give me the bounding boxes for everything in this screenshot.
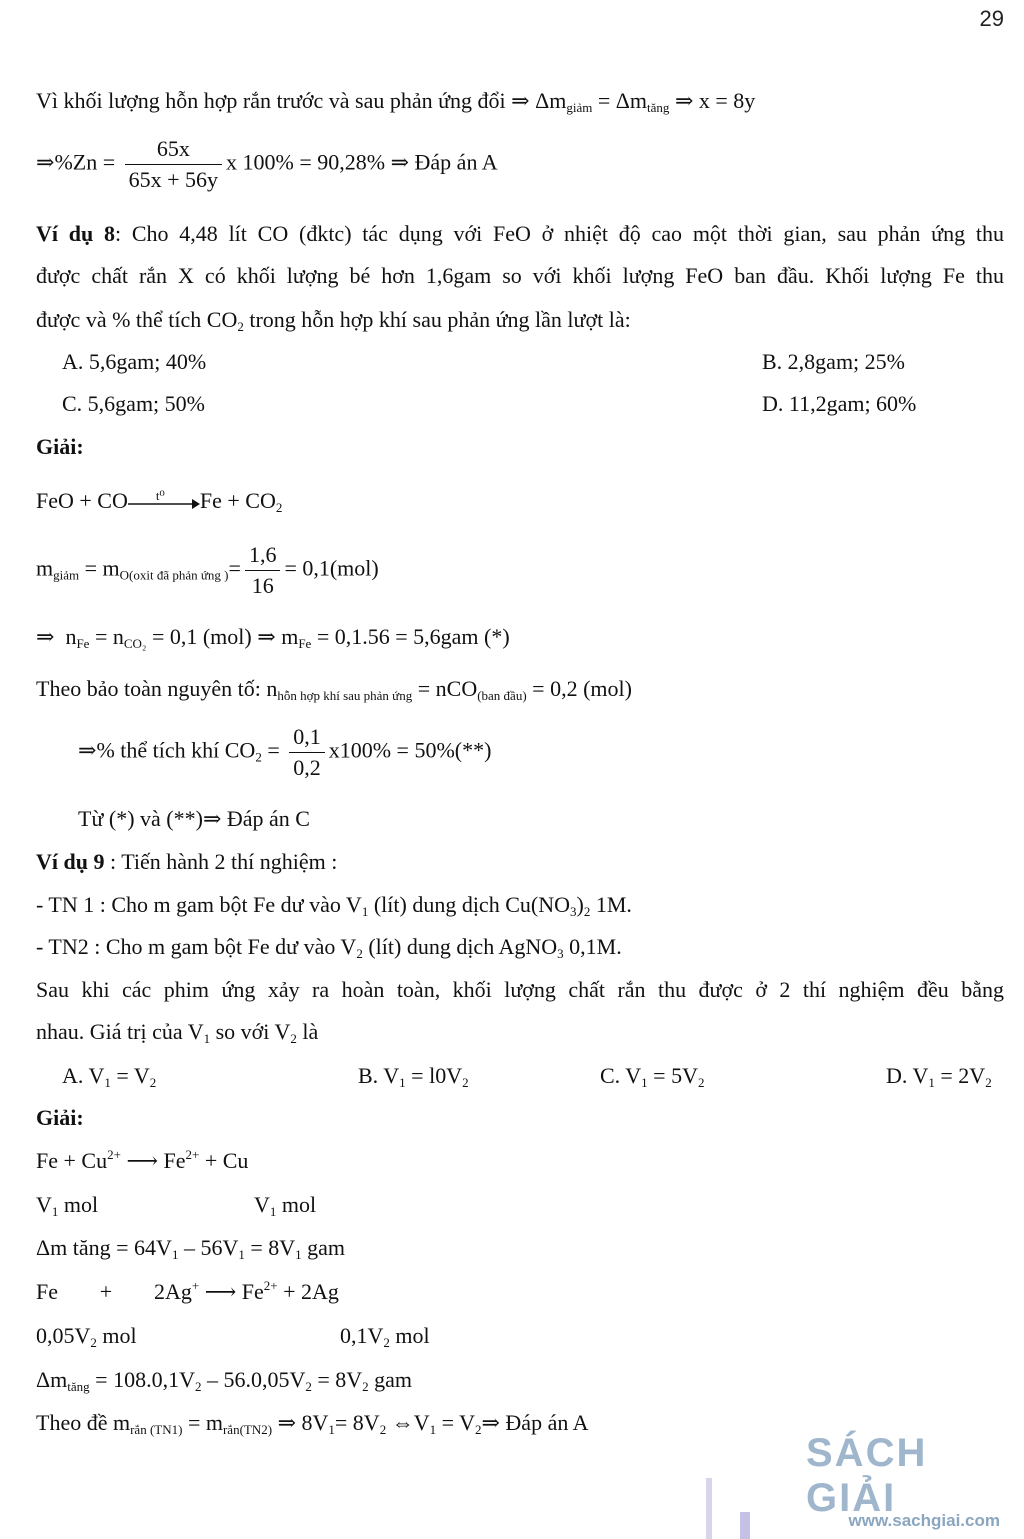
solution-label-8: Giải: <box>36 434 84 459</box>
implies-symbol: ⇒ <box>78 737 97 763</box>
co2-percent-line: ⇒% thể tích khí $CO_2$ = $\frac{0,1}{0,2}$ x100% = 50%(**) <box>78 722 1004 783</box>
mol-line-2: $0,05V_2$ mol <box>36 1323 137 1350</box>
implies-symbol: ⇒ <box>257 624 276 649</box>
example9-intro: Ví dụ 9 : Tiến hành 2 thí nghiệm : <box>36 849 338 874</box>
reaction-fe-cu: $Fe + Cu^{2+}$ ⟶ $Fe^{2+} + Cu$ <box>36 1147 249 1173</box>
page-number: 29 <box>979 6 1004 31</box>
mass-oxygen-line: $m_{giảm} = m_{O(oxit đã phản ứng )}=$ $\frac{1,6}{16}$ = 0,1(mol) <box>36 540 1004 601</box>
reaction-arrow: t⁰ <box>128 493 200 513</box>
delta-m-1: Δm tăng = $64V_1 - 56V_1 = 8V_1$ gam <box>36 1235 346 1262</box>
watermark-bar <box>740 1512 750 1539</box>
option-9b: B. $V_1 = l0V_2$ <box>358 1063 469 1090</box>
zn-percent-line: ⇒%Zn = $\frac{65x}{65x + 56y}$ x 100% = 90,28% ⇒ Đáp án A <box>36 134 1004 195</box>
option-9d: D. $V_1 = 2V_2$ <box>886 1063 992 1090</box>
option-9c: C. $V_1 = 5V_2$ <box>600 1063 705 1090</box>
mol-fe-line: ⇒ $n_{Fe} = n_{CO_2} = 0,1$ (mol) ⇒ $m_{Fe} = 0,1.56 = 5,6gam$ (*) <box>36 624 510 651</box>
conservation-line: Theo bảo toàn nguyên tố: $n_{hỗn hợp khí sau phản ứng} = nCO_{(ban đầu)} = 0,2$ (mol) <box>36 676 632 703</box>
mol-line-1: $V_1$ mol <box>36 1192 99 1219</box>
mol-line-1-right: $V_1$ mol <box>254 1192 317 1219</box>
example9-text1: Sau khi các phim ứng xảy ra hoàn toàn, khối lượng chất rắn thu được ở 2 thí nghiệm đều bằng <box>36 977 1004 1002</box>
implies-symbol: ⇒ <box>277 1410 296 1435</box>
conclusion-8: Từ (*) và (**)⇒ Đáp án C <box>78 806 310 831</box>
example8-line3: được và % thể tích $CO_2$ trong hỗn hợp khí sau phản ứng lần lượt là: <box>36 307 631 334</box>
option-8b: B. 2,8gam; 25% <box>762 349 905 374</box>
solution-label-9: Giải: <box>36 1105 84 1130</box>
option-8a: A. 5,6gam; 40% <box>62 349 207 374</box>
example9-tn1: - TN 1 : Cho m gam bột Fe dư vào $V_1$ (lít) dung dịch $Cu(NO_3)_2$ 1M. <box>36 892 632 919</box>
implies-symbol: ⇒ <box>511 88 530 113</box>
oxygen-fraction: $\frac{1,6}{16}$ <box>245 540 281 601</box>
implies-symbol: ⇒ <box>481 1410 500 1435</box>
reaction-feo-co: FeO + CO t⁰ $Fe + CO_2$ <box>36 487 283 515</box>
option-8d: D. 11,2gam; 60% <box>762 391 917 416</box>
delta-m-2: $\Delta m_{tăng} = 108.0,1V_2 - 56.0,05V_2 = 8V_2$ gam <box>36 1367 413 1394</box>
implies-symbol: ⇒ <box>202 806 222 831</box>
example9-text2: nhau. Giá trị của $V_1$ so với $V_2$ là <box>36 1019 319 1046</box>
implies-symbol: ⇒ <box>36 624 55 649</box>
implies-symbol: ⇒ <box>36 149 55 175</box>
example9-tn2: - TN2 : Cho m gam bột Fe dư vào $V_2$ (lít) dung dịch AgNO$_3$ 0,1M. <box>36 934 622 961</box>
co2-fraction: $\frac{0,1}{0,2}$ <box>289 722 325 783</box>
conclusion-9: Theo đề $m_{rắn (TN1)} = m_{rắn(TN2)}$ ⇒ $8V_1= 8V_2$ $\Leftrightarrow V_1$ = $V_2\Rightarrow$ Đáp án A <box>36 1410 589 1437</box>
watermark-logo: SÁCH GIẢI www.sachgiai.com <box>806 1431 1000 1530</box>
implies-symbol: ⇒ <box>390 149 410 175</box>
option-9a: A. $V_1 = V_2$ <box>62 1063 157 1090</box>
mol-line-2-right: $0,1V_2$ mol <box>340 1323 430 1350</box>
zn-fraction: $\frac{65x}{65x + 56y}$ <box>125 134 222 195</box>
watermark-bar <box>706 1478 712 1539</box>
reaction-fe-ag: Fe + 2Ag+ ⟶ $Fe^{2+} + 2Ag$ <box>36 1278 339 1304</box>
example8-line1: Ví dụ 8: Cho 4,48 lít CO (đktc) tác dụng với FeO ở nhiệt độ cao một thời gian, sau phản ứng thu <box>36 221 1004 246</box>
implies-symbol: ⇒ <box>674 88 694 113</box>
example8-line2: được chất rắn X có khối lượng bé hơn 1,6gam so với khối lượng FeO ban đầu. Khối lượng Fe thu <box>36 263 1004 288</box>
option-8c: C. 5,6gam; 50% <box>62 391 205 416</box>
mass-change-line: Vì khối lượng hỗn hợp rắn trước và sau phản ứng đổi ⇒ $\Delta m_{giảm} = \Delta m_{tăng}$ ⇒ x = 8y <box>36 88 756 115</box>
